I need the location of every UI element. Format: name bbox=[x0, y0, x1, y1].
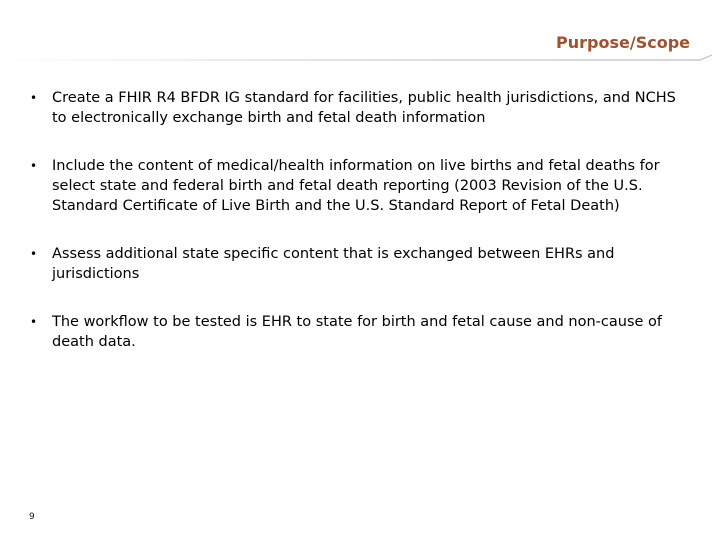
bullet-item bbox=[30, 312, 690, 352]
bullet-item bbox=[30, 244, 690, 284]
bullet-text: The workflow to be tested is EHR to state for birth and fetal cause and non-cause of death data. bbox=[52, 314, 663, 350]
bullet-icon: • bbox=[30, 247, 38, 261]
bullet-text: Include the content of medical/health information on live births and fetal deaths for select state and federal birth and fetal death reporting (2003 Revision of the U.S. Standard Certificate of Live Birth and the U.S. Standard Report of Fetal Death) bbox=[52, 158, 660, 214]
page-number: 9 bbox=[29, 512, 35, 522]
bullet-item bbox=[30, 88, 690, 128]
bullet-text: Assess additional state specific content that is exchanged between EHRs and jurisdictions bbox=[52, 246, 615, 282]
bullet-list bbox=[30, 88, 690, 352]
bullet-item bbox=[30, 156, 690, 216]
bullet-icon: • bbox=[30, 159, 38, 173]
bullet-text: Create a FHIR R4 BFDR IG standard for facilities, public health jurisdictions, and NCHS to electronically exchange birth and fetal death information bbox=[52, 90, 676, 126]
title-underline bbox=[0, 0, 720, 62]
slide-title: Purpose/Scope bbox=[556, 33, 690, 52]
bullet-icon: • bbox=[30, 91, 38, 105]
bullet-icon: • bbox=[30, 315, 38, 329]
